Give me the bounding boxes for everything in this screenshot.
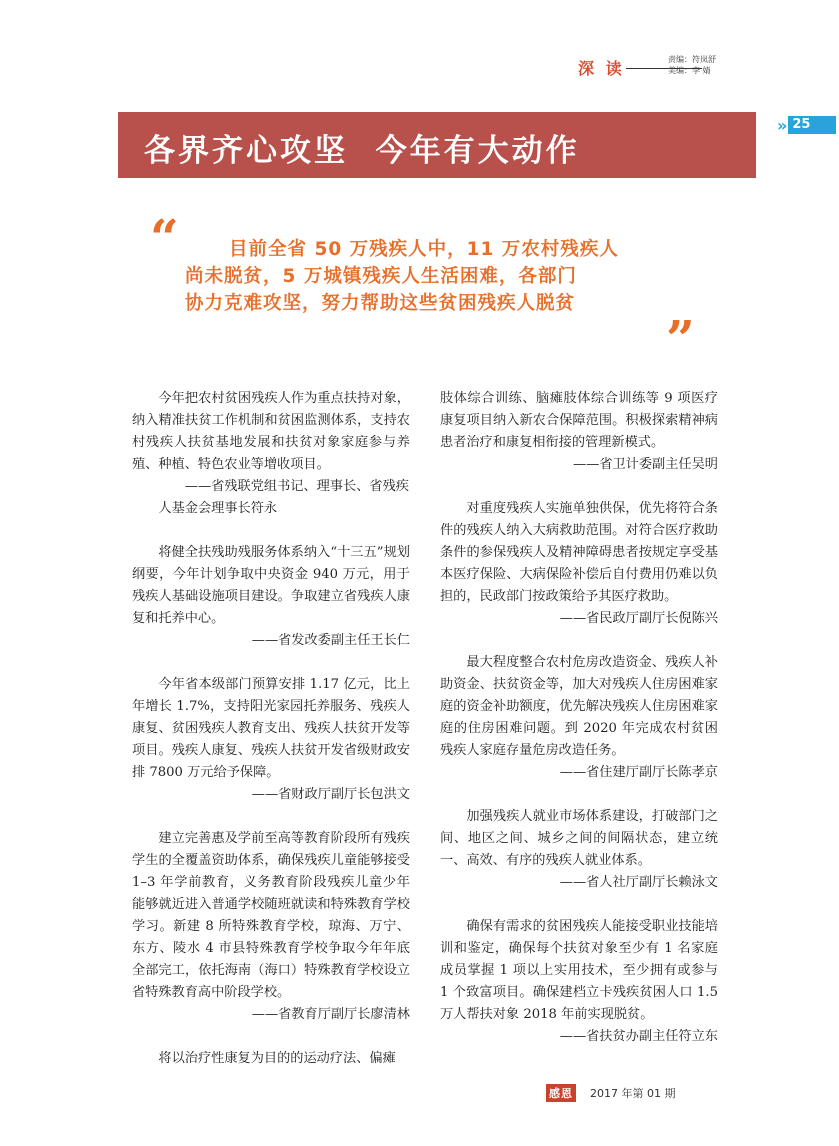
statement-attribution: ——省扶贫办副主任符立东	[559, 1029, 718, 1044]
page-number: 25	[788, 116, 836, 134]
chevron-icon: »	[777, 115, 788, 135]
statement-body: 对重度残疾人实施单独供保，优先将符合条件的残疾人纳入大病救助范围。对符合医疗救助条件的参保残疾人及精神障碍患者按规定享受基本医疗保险、大病保险补偿后自付费用仍难以负担的，民政部门按政策给予其医疗救助。	[440, 501, 718, 604]
statement-attribution: ——省发改委副主任王长仁	[251, 633, 410, 648]
page-footer	[546, 1084, 675, 1102]
title-banner	[118, 112, 756, 178]
statement-body: 建立完善惠及学前至高等教育阶段所有残疾学生的全覆盖资助体系，确保残疾儿童能够接受 1–3 年学前教育，义务教育阶段残疾儿童少年能够就近进入普通学校随班就读和特殊教育学校学习。新建 8 所特殊教育学校，琼海、万宁、东方、陵水 4 市县特殊教育学校争取今年年底全部完工，依托海南（海口）特殊教育学校设立省特殊教育高中阶段学校。	[132, 831, 410, 1000]
statement-body: 今年省本级部门预算安排 1.17 亿元，比上年增长 1.7%，支持阳光家园托养服务、残疾人康复、贫困残疾人教育支出、残疾人扶贫开发等项目。残疾人康复、残疾人扶贫开发省级财政安排 7800 万元给予保障。	[132, 677, 410, 780]
page-number-marker	[777, 116, 836, 134]
statement-body: 确保有需求的贫困残疾人能接受职业技能培训和鉴定，确保每个扶贫对象至少有 1 名家庭成员掌握 1 项以上实用技术，至少拥有或参与 1 个致富项目。确保建档立卡残疾贫困人口 1.5 万人帮扶对象 2018 年前实现脱贫。	[440, 919, 718, 1022]
magazine-logo: 感恩	[546, 1084, 576, 1102]
pull-quote-line: 目前全省 50 万残疾人中，11 万农村残疾人	[229, 239, 619, 260]
pull-quote-line: 尚未脱贫，5 万城镇残疾人生活困难，各部门	[185, 266, 577, 287]
issue-label: 2017 年第 01 期	[590, 1087, 676, 1100]
left-column	[132, 388, 410, 1070]
article-title: 各界齐心攻坚 今年有大动作	[144, 133, 580, 169]
editor-credits	[668, 54, 716, 76]
section-label: 深 读	[578, 59, 625, 78]
statement-body: 肢体综合训练、脑瘫肢体综合训练等 9 项医疗康复项目纳入新农合保障范围。积极探索精神病患者治疗和康复相衔接的管理新模式。	[440, 391, 718, 450]
statement-body: 最大程度整合农村危房改造资金、残疾人补助资金、扶贫资金等，加大对残疾人住房困难家庭的资金补助额度，优先解决残疾人住房困难家庭的住房困难问题。到 2020 年完成农村贫困残疾人家庭存量危房改造任务。	[440, 655, 718, 758]
statement-attribution: ——省人社厅副厅长赖泳文	[559, 875, 718, 890]
editor-line-2: 美编：李 婧	[668, 66, 711, 75]
statement-attribution: ——省教育厅副厅长廖清林	[251, 1007, 410, 1022]
pull-quote-line: 协力克难攻坚，努力帮助这些贫困残疾人脱贫	[185, 293, 576, 314]
editor-line-1: 责编：符岚舒	[668, 55, 716, 64]
statement-body: 将以治疗性康复为目的的运动疗法、偏瘫	[158, 1051, 396, 1066]
statement-body: 加强残疾人就业市场体系建设，打破部门之间、地区之间、城乡之间的间隔状态，建立统一、高效、有序的残疾人就业体系。	[440, 809, 718, 868]
right-column	[440, 388, 718, 1048]
open-quote-icon: “	[150, 208, 179, 267]
close-quote-icon: ”	[666, 309, 695, 368]
statement-body: 将健全扶残助残服务体系纳入“十三五”规划纲要，今年计划争取中央资金 940 万元，用于残疾人基础设施项目建设。争取建立省残疾人康复和托养中心。	[132, 545, 410, 626]
statement-attribution: ——省住建厅副厅长陈孝京	[559, 765, 718, 780]
statement-attribution: ——省卫计委副主任吴明	[572, 457, 718, 472]
statement-attribution: ——省残联党组书记、理事长、省残疾人基金会理事长符永	[158, 479, 409, 516]
page-header	[578, 52, 798, 82]
statement-attribution: ——省民政厅副厅长倪陈兴	[559, 611, 718, 626]
statement-attribution: ——省财政厅副厅长包洪文	[251, 787, 410, 802]
statement-body: 今年把农村贫困残疾人作为重点扶持对象，纳入精准扶贫工作机制和贫困监测体系，支持农村残疾人扶贫基地发展和扶贫对象家庭参与养殖、种植、特色农业等增收项目。	[132, 391, 410, 472]
pull-quote	[185, 236, 660, 317]
